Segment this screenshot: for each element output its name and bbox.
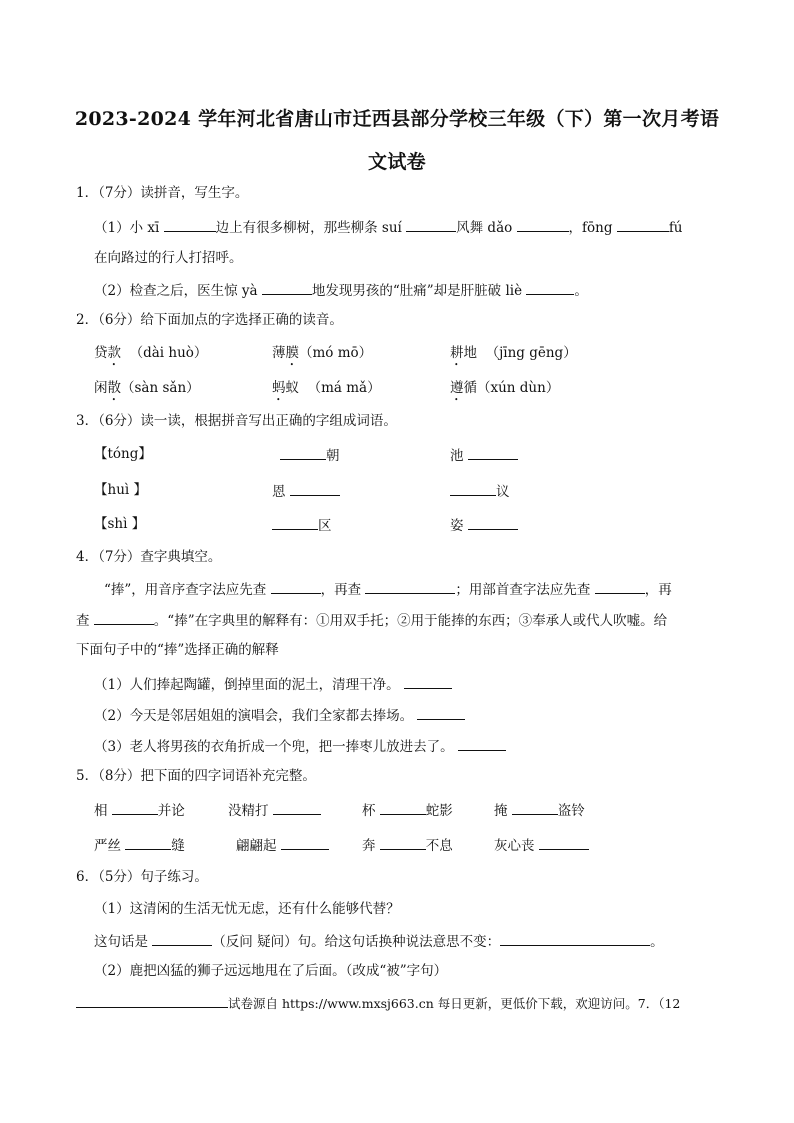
q1-heading: 1．（7分）读拼音，写生字。	[76, 185, 249, 201]
q3-heading: 3．（6分）读一读，根据拼音写出正确的字组成词语。	[76, 413, 397, 429]
q4-text: “捧”，用音序查字法应先查	[104, 582, 271, 598]
answer-blank[interactable]	[512, 800, 558, 815]
q6-sentence-1: （1）这清闲的生活无忧无虑，还有什么能够代替？	[94, 901, 400, 917]
answer-blank[interactable]	[280, 445, 326, 460]
q1-text: 。	[574, 283, 588, 299]
exam-title-line-2: 文试卷	[368, 151, 426, 173]
q1-text: （1）小 xī	[94, 220, 164, 236]
answer-blank[interactable]	[468, 515, 518, 530]
answer-blank[interactable]	[272, 515, 318, 530]
q6-text: 这句话是	[94, 934, 153, 950]
word-char: 朝	[326, 448, 340, 464]
answer-blank[interactable]	[595, 579, 645, 594]
idiom-part: 杯	[362, 803, 380, 819]
answer-blank[interactable]	[450, 481, 496, 496]
q1-text: fú	[668, 220, 683, 236]
q1-text: 地发现男孩的“肚痛”却是肝脏破 liè	[311, 283, 527, 299]
word-char: 恩	[272, 484, 286, 500]
word-char: 池	[450, 448, 464, 464]
word-char: 地	[463, 345, 477, 361]
q3-word	[450, 481, 510, 501]
q4-text: （2）今天是邻居姐姐的演唱会，我们全家都去捧场。	[94, 708, 414, 724]
q6-sentence-1-task	[94, 931, 664, 951]
idiom-part: 奔	[362, 838, 380, 854]
answer-blank[interactable]	[617, 217, 669, 232]
q1-sentence-2	[94, 280, 588, 300]
pinyin-options: （mó mō）	[299, 345, 373, 361]
answer-blank[interactable]	[380, 835, 426, 850]
q2-item[interactable]	[450, 344, 577, 369]
q2-heading: 2．（6分）给下面加点的字选择正确的读音。	[76, 312, 343, 328]
answer-blank[interactable]	[365, 579, 455, 594]
exam-title-line-1: 2023-2024 学年河北省唐山市迁西县部分学校三年级（下）第一次月考语	[74, 108, 720, 130]
word-char: 贷	[94, 345, 108, 361]
q1-text: ，fōng	[568, 220, 617, 236]
word-char: 区	[318, 518, 332, 534]
idiom-part: 严丝	[94, 838, 126, 854]
answer-blank[interactable]	[539, 835, 589, 850]
q2-item[interactable]	[94, 344, 207, 369]
word-char: 姿	[450, 518, 464, 534]
answer-blank[interactable]	[76, 993, 228, 1008]
q4-text: ，再	[644, 582, 672, 598]
q5-idiom	[362, 835, 453, 855]
q4-text: （1）人们捧起陶罐，倒掉里面的泥土，清理干净。	[94, 677, 400, 693]
q1-text: （2）检查之后，医生惊 yà	[94, 283, 262, 299]
answer-blank[interactable]	[112, 800, 158, 815]
answer-blank[interactable]	[271, 579, 321, 594]
word-char: 闲	[94, 380, 108, 396]
answer-blank[interactable]	[152, 931, 212, 946]
dotted-char: 款	[107, 345, 121, 361]
pinyin-options: （sàn sǎn）	[121, 380, 200, 396]
pinyin-options: （dài huò）	[129, 345, 208, 361]
dotted-char: 耕	[450, 345, 464, 361]
q2-item[interactable]	[272, 344, 372, 369]
word-char: 循	[463, 380, 477, 396]
q3-word	[450, 515, 518, 535]
q2-item[interactable]	[94, 379, 200, 404]
q2-item[interactable]	[450, 379, 559, 404]
answer-blank[interactable]	[406, 217, 456, 232]
q4-text: 。“捧”在字典里的解释有：①用双手托；②用于能捧的东西；③奉承人或代人吹嘘。给	[153, 613, 668, 629]
q6-heading: 6．（5分）句子练习。	[76, 869, 208, 885]
dotted-char: 蚂	[272, 380, 286, 396]
idiom-part: 没精打	[228, 803, 273, 819]
q4-sentence-3	[94, 736, 506, 756]
q3-pinyin: 【shì 】	[94, 516, 146, 532]
q3-word	[280, 445, 340, 465]
q5-idiom	[94, 835, 185, 855]
idiom-part: 不息	[425, 838, 453, 854]
q5-heading: 5．（8分）把下面的四字词语补充完整。	[76, 768, 316, 784]
q5-idiom	[94, 800, 185, 820]
idiom-part: 灰心丧	[494, 838, 539, 854]
answer-blank[interactable]	[125, 835, 171, 850]
answer-blank[interactable]	[417, 705, 465, 720]
idiom-part: 缝	[171, 838, 185, 854]
q4-text: 查	[76, 613, 94, 629]
dotted-char: 散	[107, 380, 121, 396]
idiom-part: 翩翩起	[236, 838, 281, 854]
q4-text: ，再查	[320, 582, 366, 598]
answer-blank[interactable]	[262, 280, 312, 295]
idiom-part: 并论	[157, 803, 185, 819]
q5-idiom	[494, 835, 589, 855]
q3-pinyin: 【tóng】	[94, 446, 152, 462]
pinyin-options: （jīng gēng）	[485, 345, 577, 361]
source-note: 试卷源自 https://www.mxsj663.cn 每日更新，更低价下载，欢迎访问。7．（12	[228, 996, 681, 1011]
q4-sentence-1	[94, 674, 452, 694]
answer-blank[interactable]	[458, 736, 506, 751]
word-char: 议	[496, 484, 510, 500]
q6-sentence-2: （2）鹿把凶猛的狮子远远地甩在了后面。（改成“被”字句）	[94, 963, 448, 979]
q6-text: （反问 疑问）句。给这句话换种说法意思不变：	[212, 934, 501, 950]
answer-blank[interactable]	[500, 931, 650, 946]
q1-text: 边上有很多柳树，那些柳条 suí	[215, 220, 407, 236]
q4-paragraph-line-1	[104, 579, 672, 599]
answer-blank[interactable]	[94, 610, 154, 625]
q5-idiom	[494, 800, 585, 820]
q1-sentence-1	[94, 217, 683, 237]
answer-blank[interactable]	[380, 800, 426, 815]
answer-blank[interactable]	[164, 217, 216, 232]
q4-paragraph-line-3: 下面句子中的“捧”选择正确的解释	[76, 642, 279, 658]
answer-blank[interactable]	[290, 481, 340, 496]
q4-text: ；用部首查字法应先查	[455, 582, 595, 598]
q4-paragraph-line-2	[76, 610, 667, 630]
q1-text: 风舞 dǎo	[456, 220, 517, 236]
q2-item[interactable]	[272, 379, 381, 404]
answer-blank[interactable]	[273, 800, 321, 815]
q3-word	[450, 445, 518, 465]
dotted-char: 膜	[285, 345, 299, 361]
q3-word	[272, 481, 340, 501]
q4-sentence-2	[94, 705, 465, 725]
word-char: 蚁	[285, 380, 299, 396]
q5-idiom	[228, 800, 321, 820]
q1-sentence-1-cont: 在向路过的行人打招呼。	[94, 250, 243, 266]
dotted-char: 遵	[450, 380, 464, 396]
q4-text: （3）老人将男孩的衣角折成一个兜，把一捧枣儿放进去了。	[94, 739, 454, 755]
pinyin-options: （má mǎ）	[307, 380, 381, 396]
q6-text: 。	[650, 934, 664, 950]
answer-blank[interactable]	[404, 674, 452, 689]
answer-blank[interactable]	[517, 217, 569, 232]
q5-idiom	[236, 835, 329, 855]
pinyin-options: （xún dùn）	[477, 380, 560, 396]
q4-heading: 4．（7分）查字典填空。	[76, 549, 222, 565]
word-char: 薄	[272, 345, 286, 361]
idiom-part: 蛇影	[425, 803, 453, 819]
footer-line	[76, 993, 680, 1013]
answer-blank[interactable]	[468, 445, 518, 460]
q3-word	[272, 515, 332, 535]
idiom-part: 盗铃	[557, 803, 585, 819]
q3-pinyin: 【huì 】	[94, 482, 147, 498]
idiom-part: 相	[94, 803, 112, 819]
answer-blank[interactable]	[281, 835, 329, 850]
idiom-part: 掩	[494, 803, 512, 819]
answer-blank[interactable]	[526, 280, 574, 295]
q5-idiom	[362, 800, 453, 820]
